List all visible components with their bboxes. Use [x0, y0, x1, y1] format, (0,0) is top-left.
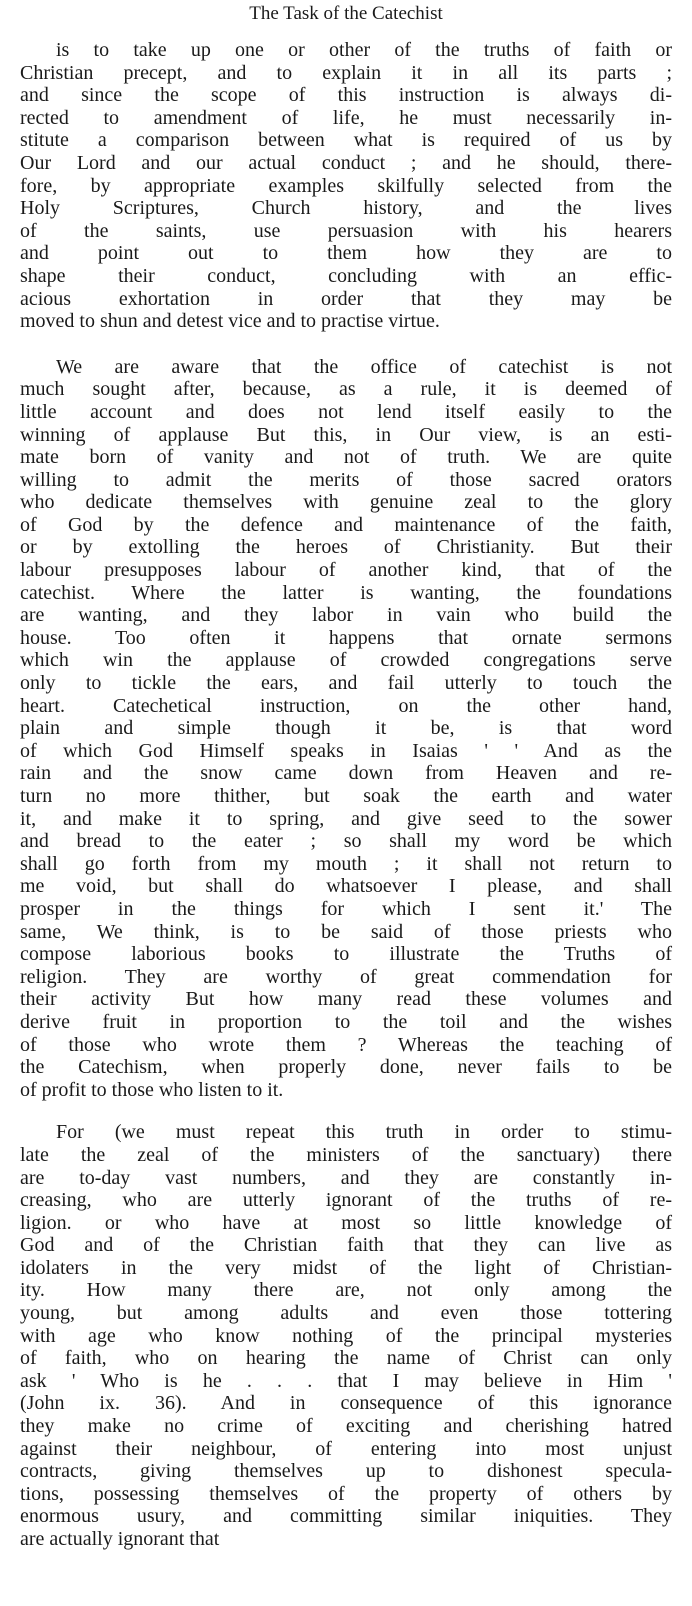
- paragraph-3: [14, 1121, 678, 1550]
- text-line: plain and simple though it be, is that word: [20, 717, 672, 740]
- text-line: against their neighbour, of entering into most unjust: [20, 1437, 672, 1460]
- text-line: acious exhortation in order that they may be: [20, 287, 672, 310]
- text-line: labour presupposes labour of another kind, that of the: [20, 559, 672, 582]
- page-heading: The Task of the Catechist: [249, 3, 443, 24]
- text-line: We are aware that the office of catechist is not: [56, 355, 672, 378]
- text-line: moved to shun and detest vice and to practise virtue.: [20, 310, 440, 333]
- text-line: late the zeal of the ministers of the sanctuary) there: [20, 1143, 672, 1166]
- text-line: are actually ignorant that: [20, 1528, 220, 1550]
- text-line: derive fruit in proportion to the toil and the wishes: [20, 1010, 672, 1033]
- text-line: willing to admit the merits of those sacred orators: [20, 468, 672, 491]
- text-line: creasing, who are utterly ignorant of the truths of re-: [20, 1189, 672, 1212]
- text-line: For (we must repeat this truth in order to stimu-: [56, 1121, 672, 1144]
- text-line: contracts, giving themselves up to dishonest specula-: [20, 1460, 672, 1483]
- text-line: of profit to those who listen to it.: [20, 1078, 284, 1101]
- document-body: [14, 39, 678, 1551]
- text-line: stitute a comparison between what is required of us by: [20, 129, 672, 152]
- text-line: heart. Catechetical instruction, on the other hand,: [20, 694, 672, 717]
- text-line: rain and the snow came down from Heaven and re-: [20, 762, 672, 785]
- text-line: Our Lord and our actual conduct ; and he should, there-: [20, 151, 672, 174]
- text-line: they make no crime of exciting and cherishing hatred: [20, 1415, 672, 1438]
- text-line: rected to amendment of life, he must necessarily in-: [20, 106, 672, 129]
- text-line: of which God Himself speaks in Isaias ' ' And as the: [20, 739, 672, 762]
- text-line: house. Too often it happens that ornate sermons: [20, 626, 672, 649]
- paragraph-1: [14, 39, 678, 333]
- text-line: and bread to the eater ; so shall my word be which: [20, 830, 672, 853]
- text-line: ity. How many there are, not only among the: [20, 1279, 672, 1302]
- text-line: of God by the defence and maintenance of the faith,: [20, 513, 672, 536]
- text-line: enormous usury, and committing similar iniquities. They: [20, 1505, 672, 1528]
- text-line: Holy Scriptures, Church history, and the lives: [20, 197, 672, 220]
- text-line: shall go forth from my mouth ; it shall not return to: [20, 852, 672, 875]
- text-line: winning of applause But this, in Our view, is an esti-: [20, 423, 672, 446]
- text-line: their activity But how many read these volumes and: [20, 988, 672, 1011]
- text-line: only to tickle the ears, and fail utterly to touch the: [20, 672, 672, 695]
- text-line: Christian precept, and to explain it in all its parts ;: [20, 61, 672, 84]
- paragraph-2: [14, 356, 678, 1102]
- text-line: mate born of vanity and not of truth. We are quite: [20, 446, 672, 469]
- text-line: compose laborious books to illustrate the Truths of: [20, 943, 672, 966]
- text-line: and point out to them how they are to: [20, 242, 672, 265]
- text-line: prosper in the things for which I sent it.' The: [20, 897, 672, 920]
- text-line: who dedicate themselves with genuine zeal to the glory: [20, 491, 672, 514]
- text-line: same, We think, is to be said of those priests who: [20, 920, 672, 943]
- text-line: ligion. or who have at most so little knowledge of: [20, 1211, 672, 1234]
- text-line: the Catechism, when properly done, never fails to be: [20, 1056, 672, 1079]
- text-line: and since the scope of this instruction is always di-: [20, 84, 672, 107]
- text-line: little account and does not lend itself easily to the: [20, 400, 672, 423]
- text-line: which win the applause of crowded congregations serve: [20, 649, 672, 672]
- text-line: it, and make it to spring, and give seed to the sower: [20, 807, 672, 830]
- text-line: much sought after, because, as a rule, it is deemed of: [20, 378, 672, 401]
- text-line: or by extolling the heroes of Christianity. But their: [20, 536, 672, 559]
- text-line: idolaters in the very midst of the light of Christian-: [20, 1256, 672, 1279]
- text-line: fore, by appropriate examples skilfully selected from the: [20, 174, 672, 197]
- text-line: young, but among adults and even those tottering: [20, 1302, 672, 1325]
- text-line: turn no more thither, but soak the earth and water: [20, 785, 672, 807]
- text-line: are to-day vast numbers, and they are constantly in-: [20, 1166, 672, 1189]
- text-line: of the saints, use persuasion with his hearers: [20, 219, 672, 242]
- text-line: me void, but shall do whatsoever I please, and shall: [20, 875, 672, 898]
- text-line: religion. They are worthy of great commendation for: [20, 965, 672, 988]
- text-line: catechist. Where the latter is wanting, the foundations: [20, 581, 672, 604]
- text-line: are wanting, and they labor in vain who build the: [20, 604, 672, 627]
- text-line: with age who know nothing of the principal mysteries: [20, 1324, 672, 1347]
- text-line: ask ' Who is he . . . that I may believe in Him ': [20, 1369, 672, 1392]
- text-line: is to take up one or other of the truths of faith or: [56, 39, 672, 61]
- text-line: God and of the Christian faith that they can live as: [20, 1234, 672, 1257]
- text-line: of faith, who on hearing the name of Christ can only: [20, 1347, 672, 1370]
- text-line: (John ix. 36). And in consequence of this ignorance: [20, 1392, 672, 1415]
- text-line: shape their conduct, concluding with an effic-: [20, 264, 672, 287]
- text-line: of those who wrote them ? Whereas the teaching of: [20, 1033, 672, 1056]
- text-line: tions, possessing themselves of the property of others by: [20, 1482, 672, 1505]
